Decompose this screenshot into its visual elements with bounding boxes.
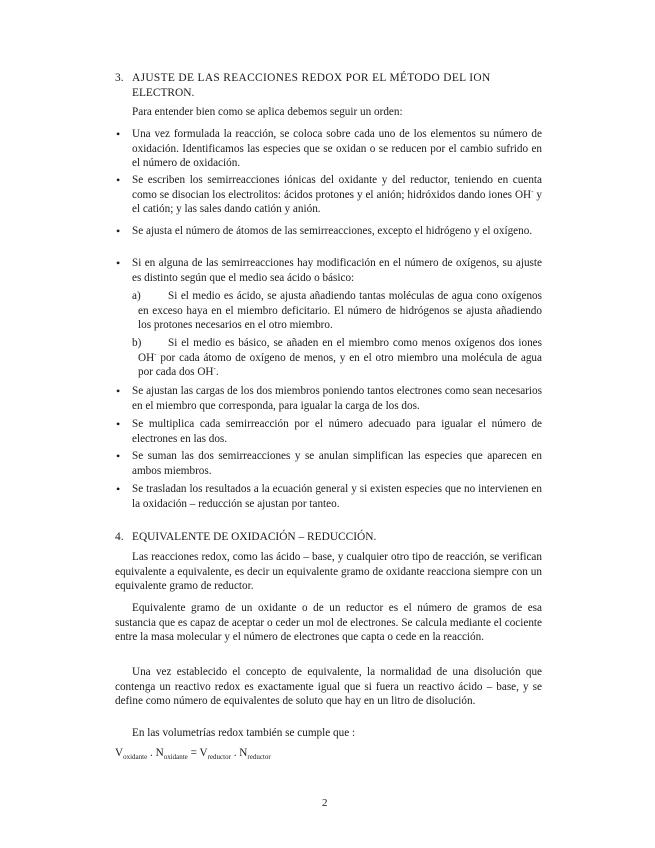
sub-b-text-1: Si el medio es básico, se añaden en el miembro como menos oxígenos dos iones OH: [138, 337, 542, 364]
bullet-item-5: Se ajustan las cargas de los dos miembros poniendo tantos electrones como sean necesarios en el miembro que corresponda, para igualar la carga de los dos.: [132, 385, 542, 412]
bullet-icon: •: [116, 384, 121, 398]
formula-n: . N: [147, 747, 164, 759]
section-3-intro: Para entender bien como se aplica debemos seguir un orden:: [132, 106, 403, 118]
hydroxide-charge: -: [531, 186, 534, 195]
formula-sub: reductor: [247, 753, 271, 762]
page-number: 2: [322, 797, 328, 809]
section-4-number: 4.: [115, 531, 124, 543]
formula-n: . N: [230, 747, 248, 759]
sub-item-b-text: [138, 336, 542, 380]
sub-b-text-3: .: [215, 366, 219, 379]
bullet-item-1: Una vez formulada la reacción, se coloca sobre cada uno de los elementos su número de oxidación. Identificamos las especies que se oxidan o se reducen por el cambio sufrido en el número de oxidación.: [132, 128, 542, 170]
section-3-title-line1: AJUSTE DE LAS REACCIONES REDOX POR EL MÉTODO DEL ION: [132, 72, 491, 84]
bullet-item-4: Si en alguna de las semirreacciones hay modificación en el número de oxígenos, su ajuste es distinto según que el medio sea ácido o básico:: [132, 257, 542, 284]
bullet-icon: •: [116, 417, 121, 431]
section-4-paragraph-1: Las reacciones redox, como las ácido – base, y cualquier otro tipo de reacción, se verifican equivalente a equivalente, es decir un equivalente gramo de oxidante reacciona siempre con un equivalente gramo de reductor.: [115, 551, 542, 593]
sub-item-a-label: a): [132, 290, 141, 302]
bullet-item-8: Se trasladan los resultados a la ecuación general y si existen especies que no intervienen en la oxidación – reducción se ajustan por tanteo.: [132, 483, 542, 510]
section-3-number: 3.: [115, 72, 124, 84]
bullet-icon: •: [116, 482, 121, 496]
section-4-paragraph-3: Una vez establecido el concepto de equivalente, la normalidad de una disolución que contenga un reactivo redox es exactamente igual que si fuera un reactivo ácido – base, y se define como número de equivalentes de soluto que hay en un litro de disolución.: [115, 666, 542, 708]
sub-b-text-2: por cada átomo de oxígeno de menos, y en el otro miembro una molécula de agua por cada dos OH: [138, 351, 542, 379]
bullet-2-text-a: Se escriben los semirreacciones iónicas del oxidante y del reductor, teniendo en cuenta como se disocian los electrolitos: ácidos protones y el anión; hidróxidos dando iones OH: [132, 174, 542, 201]
formula-v: V: [115, 747, 124, 759]
formula-sub: reductor: [207, 753, 231, 762]
hydroxide-charge: -: [154, 349, 157, 358]
bullet-icon: •: [116, 256, 121, 270]
formula-sub: oxidante: [123, 753, 148, 762]
section-4-paragraph-4: En las volumetrías redox también se cumple que :: [132, 727, 356, 739]
bullet-2-text-b: y el catión; y las sales dando catión y anión.: [132, 188, 542, 216]
bullet-item-7: Se suman las dos semirreacciones y se anulan simplifican las especies que aparecen en ambos miembros.: [132, 450, 542, 477]
bullet-item-2: [132, 173, 542, 217]
volumetry-formula: [115, 746, 542, 761]
section-4-paragraph-2: Equivalente gramo de un oxidante o de un reductor es el número de gramos de esa sustancia que es capaz de aceptar o ceder un mol de electrones. Se calcula mediante el cociente entre la masa molecular y el número de electrones que capta o cede en la reacción.: [115, 602, 542, 644]
bullet-item-3: Se ajusta el número de átomos de las semirreacciones, excepto el hidrógeno y el oxígeno.: [132, 225, 533, 237]
formula-sub: oxidante: [163, 753, 188, 762]
hydroxide-charge: -: [213, 364, 216, 373]
bullet-icon: •: [116, 224, 121, 238]
section-4-title: EQUIVALENTE DE OXIDACIÓN – REDUCCIÓN.: [132, 531, 377, 543]
bullet-item-6: Se multiplica cada semirreacción por el número adecuado para igualar el número de electrones en las dos.: [132, 418, 542, 445]
formula-eq: = V: [187, 747, 208, 759]
bullet-icon: •: [116, 449, 121, 463]
sub-item-b-label: b): [132, 337, 142, 349]
bullet-icon: •: [116, 173, 121, 187]
section-3-title-line2: ELECTRON.: [132, 87, 195, 99]
bullet-icon: •: [116, 127, 121, 141]
sub-item-a-text: Si el medio es ácido, se ajusta añadiendo tantas moléculas de agua cono oxígenos en exceso haya en el miembro deficitario. El número de hidrógenos se ajusta añadiendo los protones necesarios en el otro miembro.: [138, 290, 542, 332]
